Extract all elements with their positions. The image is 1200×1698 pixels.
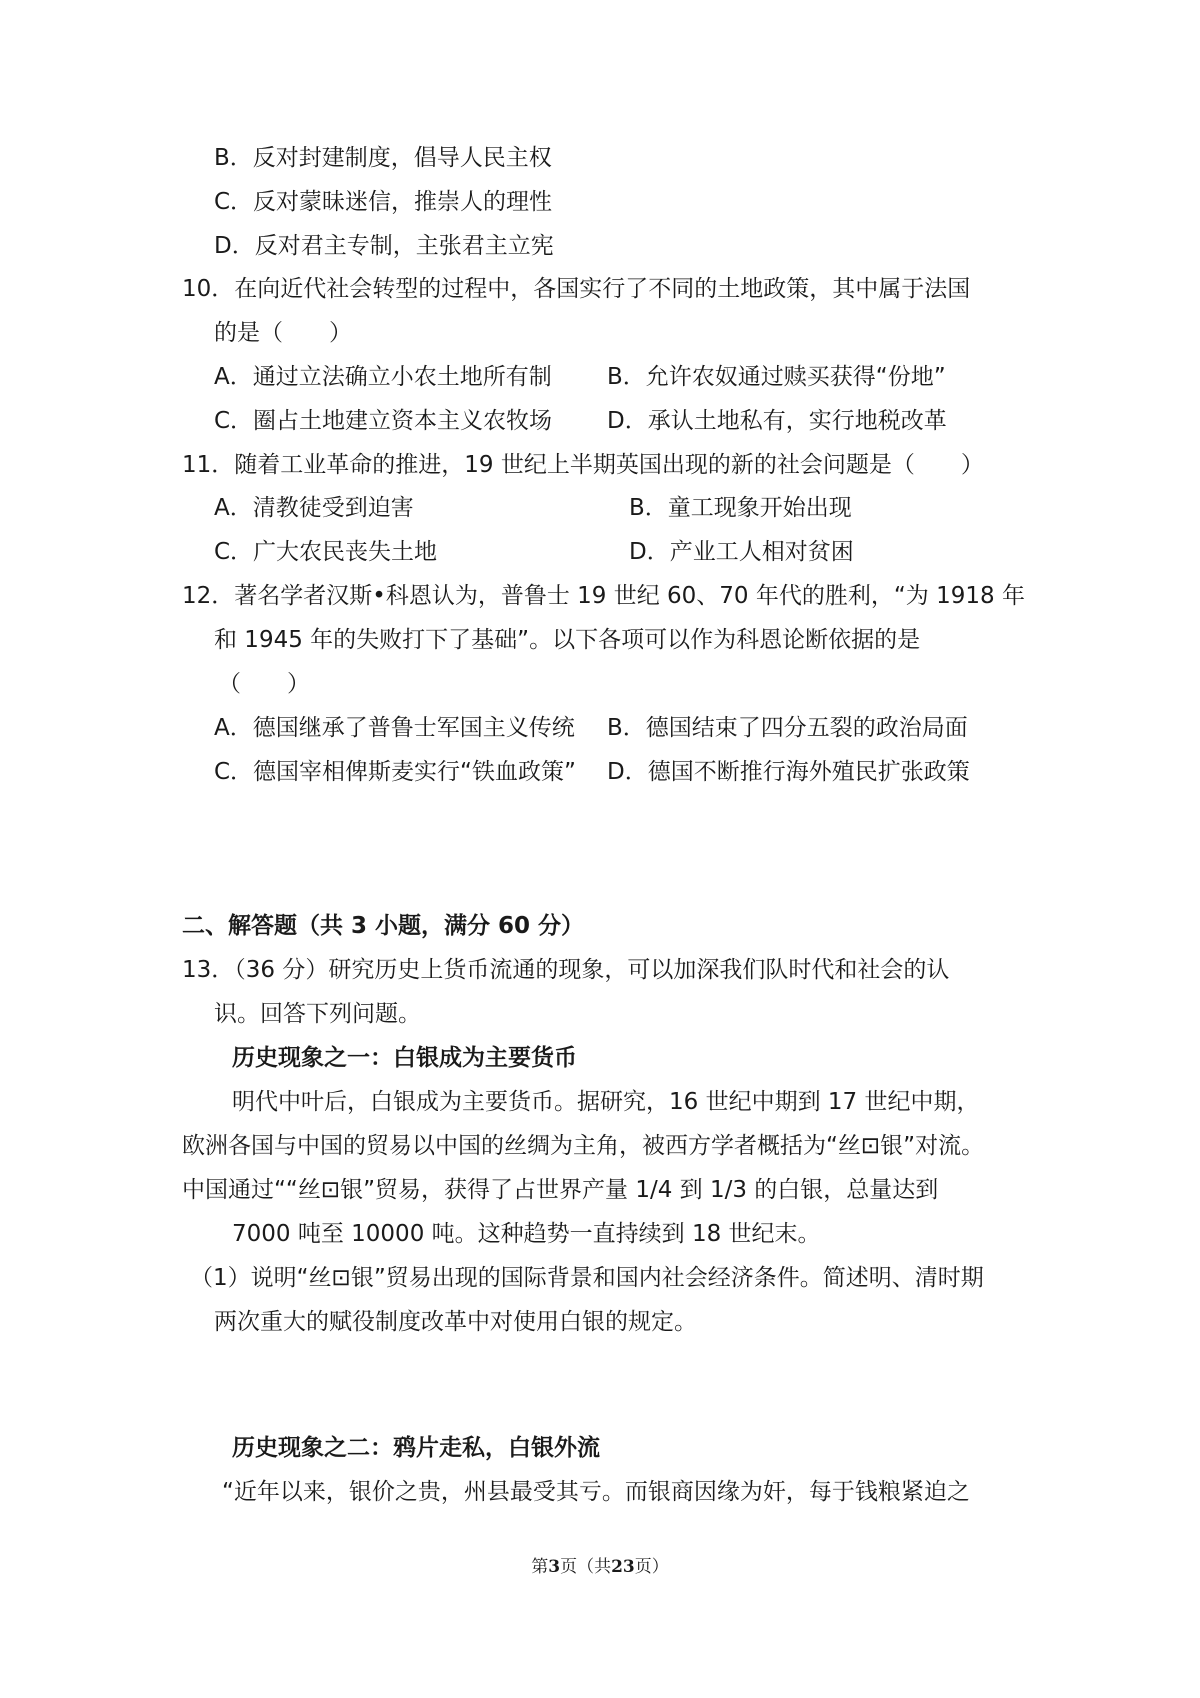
phenomenon-1-title: 历史现象之一：白银成为主要货币	[232, 1045, 577, 1071]
q13-stem-line2: 识。回答下列问题。	[214, 1001, 421, 1027]
q9-option-d: D．反对君主专制，主张君主立宪	[214, 233, 554, 259]
q10-stem-line1: 10．在向近代社会转型的过程中，各国实行了不同的土地政策，其中属于法国	[182, 276, 971, 302]
q12-option-c: C．德国宰相俾斯麦实行“铁血政策”	[214, 759, 576, 785]
q11-stem: 11．随着工业革命的推进，19 世纪上半期英国出现的新的社会问题是（ ）	[182, 452, 984, 478]
q12-option-a: A．德国继承了普鲁士军国主义传统	[214, 715, 575, 741]
phenomenon-2-title: 历史现象之二：鸦片走私，白银外流	[232, 1435, 600, 1461]
q9-option-c: C．反对蒙昧迷信，推崇人的理性	[214, 189, 553, 215]
material-1-line1: 明代中叶后，白银成为主要货币。据研究，16 世纪中期到 17 世纪中期，	[232, 1089, 980, 1115]
q10-stem-line2: 的是（ ）	[214, 320, 352, 346]
q9-option-b: B．反对封建制度，倡导人民主权	[214, 145, 552, 171]
q12-stem-line1: 12．著名学者汉斯•科恩认为，普鲁士 19 世纪 60、70 年代的胜利，“为 1918 年	[182, 583, 1025, 609]
sub-question-1-line1: （1）说明“丝⊡银”贸易出现的国际背景和国内社会经济条件。简述明、清时期	[190, 1265, 984, 1291]
footer-prefix: 第	[531, 1557, 549, 1577]
q13-stem-line1: 13．（36 分）研究历史上货币流通的现象，可以加深我们队时代和社会的认	[182, 957, 950, 983]
q10-option-b: B．允许农奴通过赎买获得“份地”	[607, 364, 946, 390]
footer-suffix: 页）	[634, 1557, 669, 1577]
q12-stem-line3: （ ）	[218, 671, 310, 697]
material-1-line3: 中国通过““丝⊡银”贸易，获得了占世界产量 1/4 到 1/3 的白银，总量达到	[182, 1177, 939, 1203]
q12-stem-line2: 和 1945 年的失败打下了基础”。以下各项可以作为科恩论断依据的是	[214, 627, 921, 653]
section-heading: 二、解答题（共 3 小题，满分 60 分）	[182, 913, 585, 939]
q11-option-b: B．童工现象开始出现	[629, 495, 852, 521]
q10-option-a: A．通过立法确立小农土地所有制	[214, 364, 552, 390]
footer-page-number: 3	[548, 1557, 561, 1577]
q12-option-b: B．德国结束了四分五裂的政治局面	[607, 715, 968, 741]
material-1-line2: 欧洲各国与中国的贸易以中国的丝绸为主角，被西方学者概括为“丝⊡银”对流。	[182, 1133, 985, 1159]
q11-option-a: A．清教徒受到迫害	[214, 495, 414, 521]
page-footer	[0, 1555, 1200, 1579]
footer-mid: 页（共	[560, 1557, 612, 1577]
q10-option-c: C．圈占土地建立资本主义农牧场	[214, 408, 553, 434]
q11-option-c: C．广大农民丧失土地	[214, 539, 438, 565]
material-2-line1: “近年以来，银价之贵，州县最受其亏。而银商因缘为奸，每于钱粮紧迫之	[222, 1479, 970, 1505]
q12-option-d: D．德国不断推行海外殖民扩张政策	[607, 759, 970, 785]
material-1-line4: 7000 吨至 10000 吨。这种趋势一直持续到 18 世纪末。	[232, 1221, 821, 1247]
sub-question-1-line2: 两次重大的赋役制度改革中对使用白银的规定。	[214, 1309, 697, 1335]
q10-option-d: D．承认土地私有，实行地税改革	[607, 408, 947, 434]
footer-total-pages: 23	[611, 1557, 635, 1577]
q11-option-d: D．产业工人相对贫困	[629, 539, 854, 565]
